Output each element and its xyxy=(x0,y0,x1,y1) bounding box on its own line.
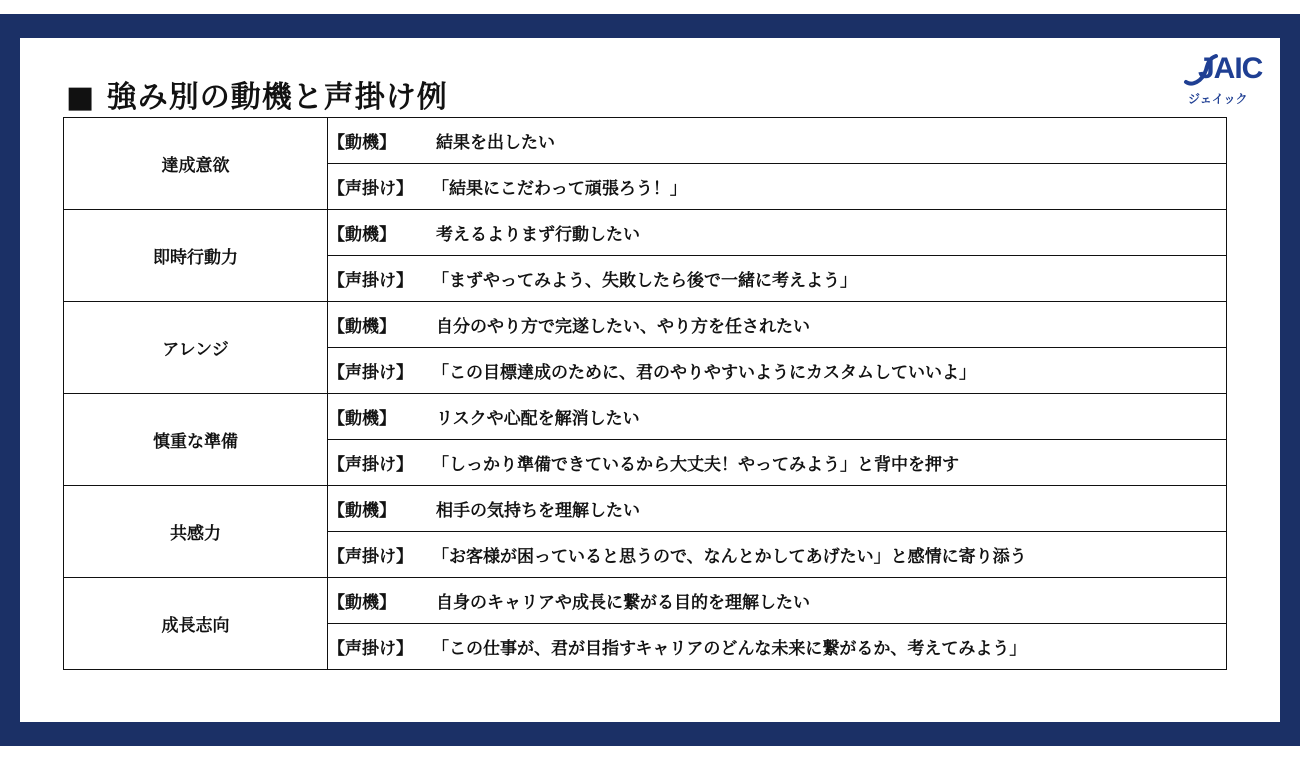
call-text: 「結果にこだわって頑張ろう！」 xyxy=(432,179,687,199)
call-tag: 【声掛け】 xyxy=(328,271,413,291)
strength-cell: 成長志向 xyxy=(64,578,328,670)
call-cell xyxy=(328,624,1227,670)
strength-cell: アレンジ xyxy=(64,302,328,394)
motive-text: 相手の気持ちを理解したい xyxy=(436,501,640,521)
motive-cell xyxy=(328,394,1227,440)
strength-cell: 達成意欲 xyxy=(64,118,328,210)
motive-text: リスクや心配を解消したい xyxy=(436,409,640,429)
motive-cell xyxy=(328,486,1227,532)
call-tag: 【声掛け】 xyxy=(328,639,413,659)
motive-tag: 【動機】 xyxy=(328,133,396,153)
table-row xyxy=(64,118,1227,164)
call-cell xyxy=(328,532,1227,578)
motive-cell xyxy=(328,302,1227,348)
table-row xyxy=(64,394,1227,440)
call-tag: 【声掛け】 xyxy=(328,547,413,567)
call-tag: 【声掛け】 xyxy=(328,179,413,199)
strength-cell: 共感力 xyxy=(64,486,328,578)
call-text: 「お客様が困っていると思うので、なんとかしてあげたい」と感情に寄り添う xyxy=(432,547,1027,567)
motive-tag: 【動機】 xyxy=(328,317,396,337)
call-tag: 【声掛け】 xyxy=(328,363,413,383)
motive-text: 自身のキャリアや成長に繋がる目的を理解したい xyxy=(436,593,810,613)
table-row xyxy=(64,578,1227,624)
call-text: 「この目標達成のために、君のやりやすいようにカスタムしていいよ」 xyxy=(432,363,976,383)
motive-tag: 【動機】 xyxy=(328,501,396,521)
call-text: 「しっかり準備できているから大丈夫！やってみよう」と背中を押す xyxy=(432,455,959,475)
call-text: 「まずやってみよう、失敗したら後で一緒に考えよう」 xyxy=(432,271,857,291)
motive-tag: 【動機】 xyxy=(328,409,396,429)
page-title: ■ 強み別の動機と声掛け例 xyxy=(66,80,448,115)
motive-tag: 【動機】 xyxy=(328,225,396,245)
motive-cell xyxy=(328,210,1227,256)
call-cell xyxy=(328,348,1227,394)
motive-cell xyxy=(328,118,1227,164)
call-cell xyxy=(328,256,1227,302)
logo-text: JAIC xyxy=(1198,52,1263,85)
motive-tag: 【動機】 xyxy=(328,593,396,613)
call-tag: 【声掛け】 xyxy=(328,455,413,475)
logo-subtext: ジェイック xyxy=(1188,92,1248,106)
motive-text: 自分のやり方で完遂したい、やり方を任されたい xyxy=(436,317,810,337)
table-row xyxy=(64,302,1227,348)
call-cell xyxy=(328,440,1227,486)
call-cell xyxy=(328,164,1227,210)
table-row xyxy=(64,210,1227,256)
strength-cell: 慎重な準備 xyxy=(64,394,328,486)
call-text: 「この仕事が、君が目指すキャリアのどんな未来に繋がるか、考えてみよう」 xyxy=(432,639,1027,659)
table-row xyxy=(64,486,1227,532)
strength-table xyxy=(63,117,1227,670)
jaic-logo xyxy=(1180,52,1276,112)
strength-cell: 即時行動力 xyxy=(64,210,328,302)
motive-text: 考えるよりまず行動したい xyxy=(436,225,640,245)
motive-text: 結果を出したい xyxy=(436,133,555,153)
motive-cell xyxy=(328,578,1227,624)
